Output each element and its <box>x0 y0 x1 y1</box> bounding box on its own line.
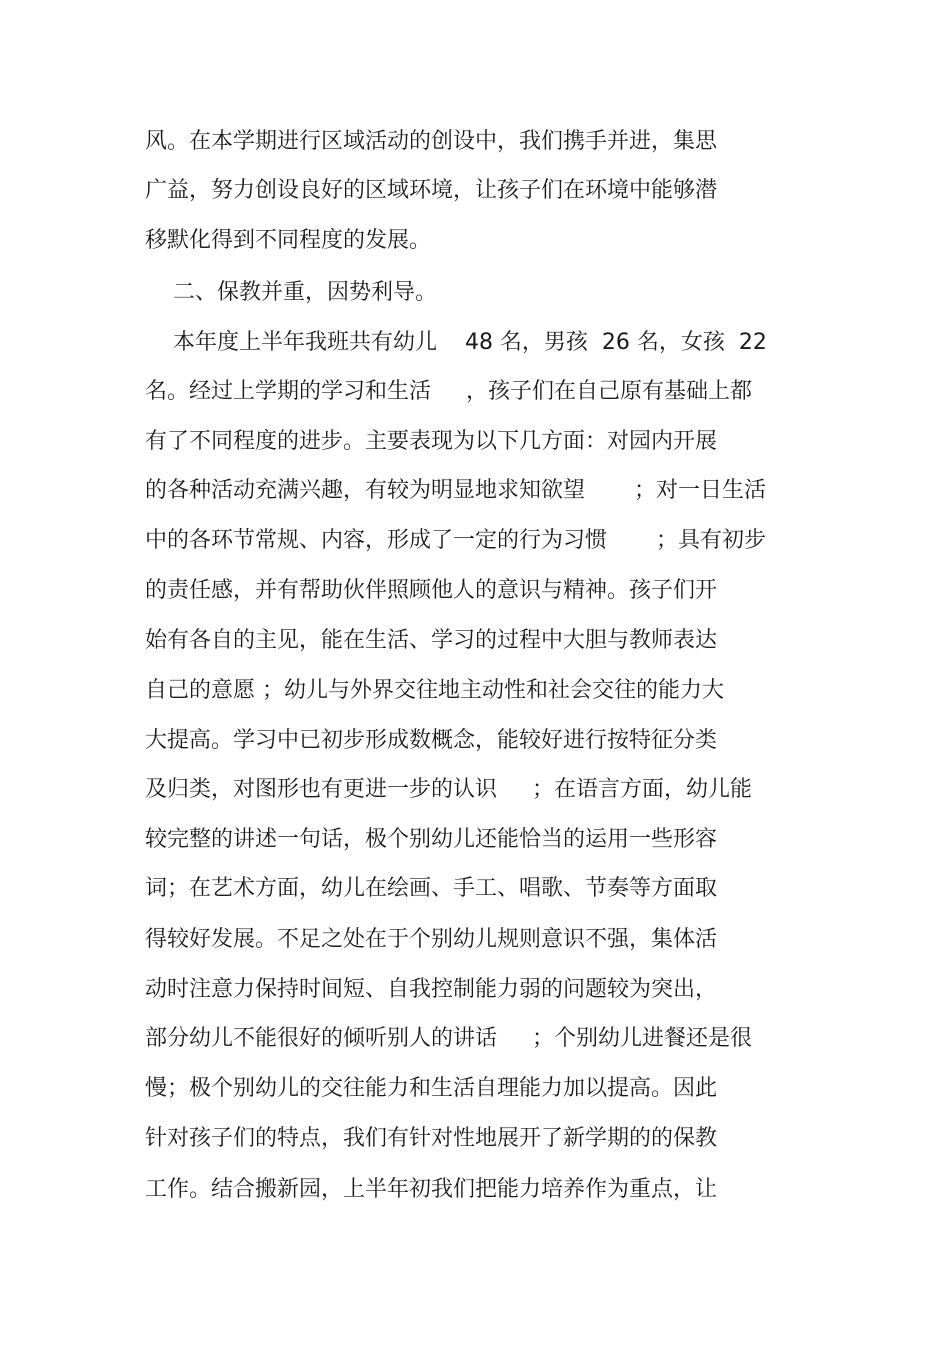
text-line: 工作。结合搬新园，上半年初我们把能力培养作为重点，让 <box>145 1177 718 1202</box>
section-heading: 二、保教并重，因势利导。 <box>145 280 437 305</box>
text-line: 始有各自的主见，能在生活、学习的过程中大胆与教师表达 <box>145 628 718 653</box>
text-line: 部分幼儿不能很好的倾听别人的讲话 ；个别幼儿进餐还是很 <box>145 1026 752 1051</box>
text-line: 有了不同程度的进步。主要表现为以下几方面：对园内开展 <box>145 429 718 454</box>
text-line: 广益，努力创设良好的区域环境，让孩子们在环境中能够潜 <box>145 178 718 203</box>
text-line: 慢；极个别幼儿的交往能力和生活自理能力加以提高。因此 <box>145 1076 718 1101</box>
text-line: 的责任感，并有帮助伙伴照顾他人的意识与精神。孩子们开 <box>145 578 718 603</box>
text-line: 中的各环节常规、内容，形成了一定的行为习惯 ；具有初步 <box>145 528 766 553</box>
text-line: 风。在本学期进行区域活动的创设中，我们携手并进，集思 <box>145 129 718 154</box>
text-line: 针对孩子们的特点，我们有针对性地展开了新学期的的保教 <box>145 1126 718 1151</box>
text-line: 名。经过上学期的学习和生活 ，孩子们在自己原有基础上都 <box>145 379 752 404</box>
text-line: 得较好发展。不足之处在于个别幼儿规则意识不强，集体活 <box>145 927 718 952</box>
text-line: 词；在艺术方面，幼儿在绘画、手工、唱歌、节奏等方面取 <box>145 876 718 901</box>
text-line: 自己的意愿 ；幼儿与外界交往地主动性和社会交往的能力大 <box>145 678 724 703</box>
text-line: 大提高。学习中已初步形成数概念，能较好进行按特征分类 <box>145 728 718 753</box>
text-line: 移默化得到不同程度的发展。 <box>145 228 432 253</box>
text-line: 较完整的讲述一句话，极个别幼儿还能恰当的运用一些形容 <box>145 827 718 852</box>
text-line: 动时注意力保持时间短、自我控制能力弱的问题较为突出， <box>145 977 718 1002</box>
text-line: 及归类，对图形也有更进一步的认识 ；在语言方面，幼儿能 <box>145 777 752 802</box>
text-line: 本年度上半年我班共有幼儿 48 名，男孩 26 名，女孩 22 <box>145 330 767 355</box>
text-line: 的各种活动充满兴趣，有较为明显地求知欲望 ；对一日生活 <box>145 478 766 503</box>
